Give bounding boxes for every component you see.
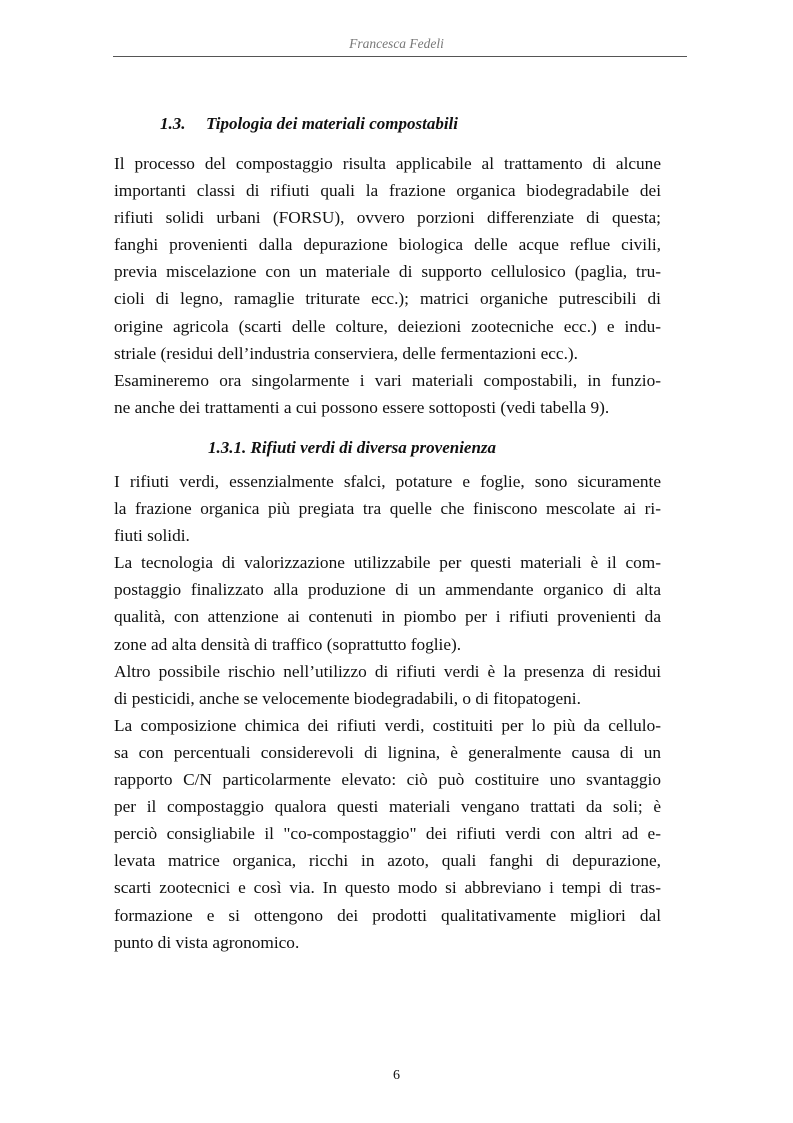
text-line: Esamineremo ora singolarmente i vari materiali compostabili, in funzio- [114, 370, 661, 390]
text-line: rifiuti solidi urbani (FORSU), ovvero porzioni differenziate di questa; [114, 208, 661, 228]
subsection-heading: 1.3.1. Rifiuti verdi di diversa provenienza [208, 438, 497, 457]
running-header-author: Francesca Fedeli [349, 36, 444, 51]
text-line: per il compostaggio qualora questi materiali vengano trattati da soli; è [114, 797, 661, 817]
text-line: importanti classi di rifiuti quali la frazione organica biodegradabile dei [114, 181, 661, 201]
text-line: Altro possibile rischio nell’utilizzo di rifiuti verdi è la presenza di residui [114, 661, 661, 681]
section-number: 1.3. [160, 114, 186, 133]
text-line: I rifiuti verdi, essenzialmente sfalci, potature e foglie, sono sicuramente [114, 472, 661, 491]
text-line: scarti zootecnici e così via. In questo modo si abbreviano i tempi di tras- [114, 878, 661, 898]
text-line: di pesticidi, anche se velocemente biodegradabili, o di fitopatogeni. [114, 688, 581, 708]
text-line: qualità, con attenzione ai contenuti in piombo per i rifiuti provenienti da [114, 607, 661, 627]
text-line: cioli di legno, ramaglie triturate ecc.); matrici organiche putrescibili di [114, 289, 661, 309]
text-line: perciò consigliabile il "co-compostaggio" dei rifiuti verdi con altri ad e- [114, 824, 661, 844]
text-line: zone ad alta densità di traffico (soprattutto foglie). [114, 634, 462, 654]
section-heading [160, 114, 458, 134]
text-line: punto di vista agronomico. [114, 932, 300, 952]
text-line: la frazione organica più pregiata tra quelle che finiscono mescolate ai ri- [114, 499, 661, 519]
page-number: 6 [393, 1068, 400, 1083]
text-line: La tecnologia di valorizzazione utilizzabile per questi materiali è il com- [114, 553, 661, 573]
intro-paragraph [114, 150, 661, 421]
body-paragraph [114, 468, 661, 956]
text-line: rapporto C/N particolarmente elevato: ciò può costituire uno svantaggio [114, 770, 661, 790]
text-line: formazione e si ottengono dei prodotti qualitativamente migliori dal [114, 905, 661, 925]
section-title: Tipologia dei materiali compostabili [206, 114, 458, 133]
text-line: La composizione chimica dei rifiuti verdi, costituiti per lo più da cellulo- [114, 715, 661, 735]
text-line: postaggio finalizzato alla produzione di un ammendante organico di alta [114, 580, 661, 600]
text-line: fiuti solidi. [114, 526, 190, 546]
text-line: Il processo del compostaggio risulta applicabile al trattamento di alcune [114, 154, 661, 173]
text-line: striale (residui dell’industria conserviera, delle fermentazioni ecc.). [114, 343, 578, 363]
text-line: fanghi provenienti dalla depurazione biologica delle acque reflue civili, [114, 235, 661, 255]
text-line: ne anche dei trattamenti a cui possono essere sottoposti (vedi tabella 9). [114, 397, 610, 417]
header-divider [113, 56, 687, 57]
text-line: origine agricola (scarti delle colture, deiezioni zootecniche ecc.) e indu- [114, 316, 661, 336]
text-line: previa miscelazione con un materiale di supporto cellulosico (paglia, tru- [114, 262, 661, 282]
text-line: sa con percentuali considerevoli di lignina, è generalmente causa di un [114, 742, 661, 762]
text-line: levata matrice organica, ricchi in azoto, quali fanghi di depurazione, [114, 851, 661, 871]
